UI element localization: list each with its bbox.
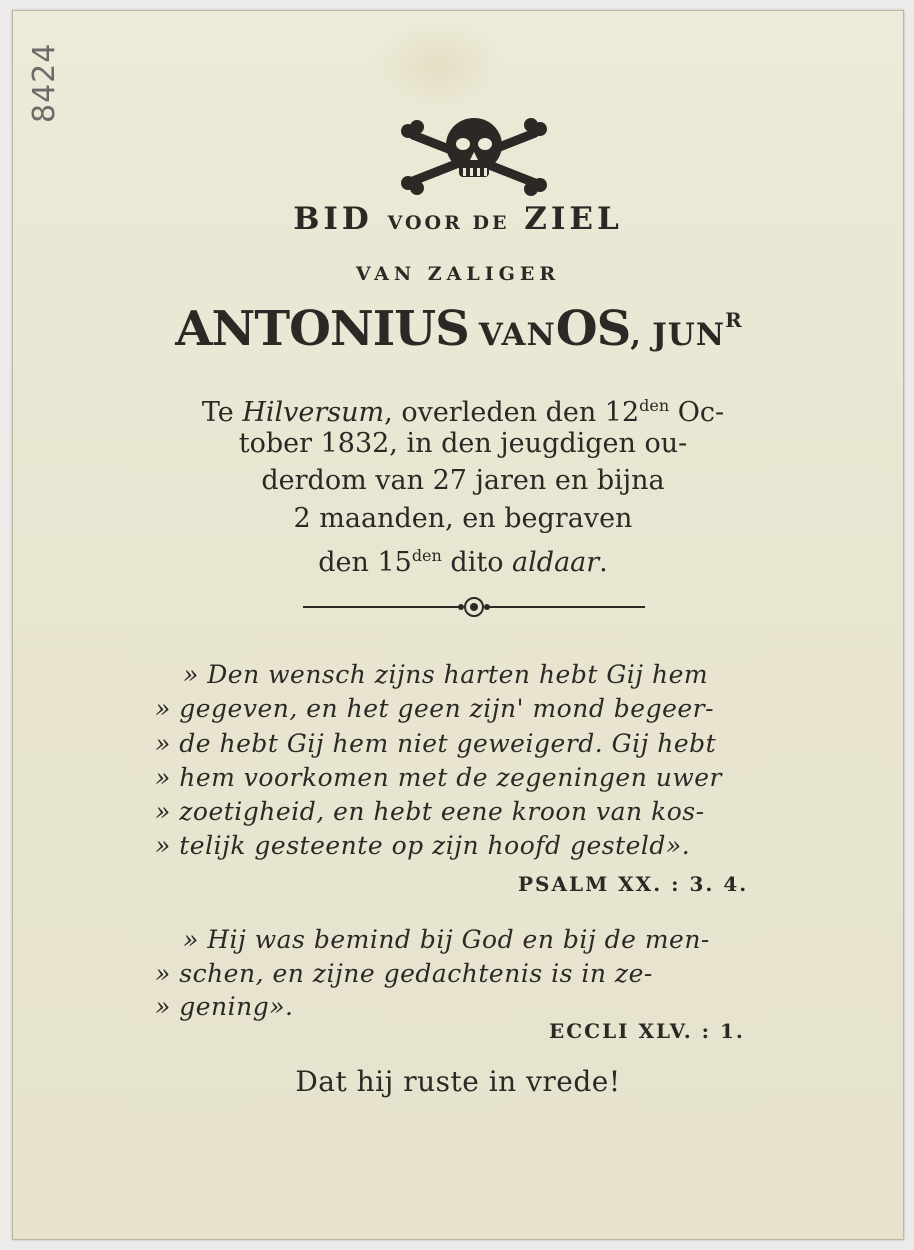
intro-dito: dito xyxy=(450,547,504,578)
ornamental-divider xyxy=(301,596,647,618)
intro-sup-2: den xyxy=(411,546,442,565)
intro-line-5 xyxy=(133,538,793,581)
paper-stain xyxy=(373,21,503,111)
quote1-line: » telijk gesteente op zijn hoofd gesteld». xyxy=(155,831,691,860)
memorial-card xyxy=(12,10,904,1240)
name-jun: JUN xyxy=(652,317,726,353)
quote1-line: » Den wensch zijns harten hebt Gij hem xyxy=(183,660,709,689)
quote1-line: » zoetigheid, en hebt eene kroon van kos- xyxy=(155,797,705,826)
intro-rest: , overleden den 12 xyxy=(384,397,640,428)
intro-sup-1: den xyxy=(639,396,670,415)
intro-period: . xyxy=(599,547,608,578)
name-jun-sup: R xyxy=(725,308,741,332)
intro-den: den 15 xyxy=(318,547,412,578)
name-comma: , xyxy=(630,317,643,353)
intro-te: Te xyxy=(201,397,234,428)
name-os: OS xyxy=(555,301,631,357)
closing-line: Dat hij ruste in vrede! xyxy=(295,1065,621,1098)
quote1-line: » de hebt Gij hem niet geweigerd. Gij hebt xyxy=(155,729,717,758)
inventory-number: 8424 xyxy=(27,42,62,123)
deceased-name xyxy=(13,301,903,357)
intro-line-4: 2 maanden, en begraven xyxy=(293,503,633,534)
quote1-line: » gegeven, en het geen zijn' mond begeer- xyxy=(155,694,715,723)
prayer-heading xyxy=(13,201,903,237)
quote2-line: » Hij was bemind bij God en bij de men- xyxy=(183,925,710,954)
intro-aldaar: aldaar xyxy=(512,547,600,578)
subheading: VAN ZALIGER xyxy=(355,263,561,285)
skull-crossbones-icon xyxy=(399,111,549,197)
quote1-line: » hem voorkomen met de zegeningen uwer xyxy=(155,763,723,792)
heading-bid: BID xyxy=(293,201,373,237)
intro-line-3: derdom van 27 jaren en bijna xyxy=(261,465,665,496)
name-first: ANTONIUS xyxy=(175,301,469,357)
name-van: VAN xyxy=(478,317,556,353)
intro-line-1 xyxy=(133,388,793,431)
source-psalm: PSALM XX. : 3. 4. xyxy=(518,872,749,896)
heading-voor-de: VOOR DE xyxy=(387,212,510,234)
source-eccli: ECCLI XLV. : 1. xyxy=(549,1019,745,1043)
intro-line-2: tober 1832, in den jeugdigen ou- xyxy=(238,428,688,459)
heading-ziel: ZIEL xyxy=(524,201,623,237)
quote2-line: » gening». xyxy=(155,992,294,1021)
quote2-line: » schen, en zijne gedachtenis is in ze- xyxy=(155,959,653,988)
intro-end: Oc- xyxy=(677,397,725,428)
intro-place: Hilversum xyxy=(242,397,385,428)
